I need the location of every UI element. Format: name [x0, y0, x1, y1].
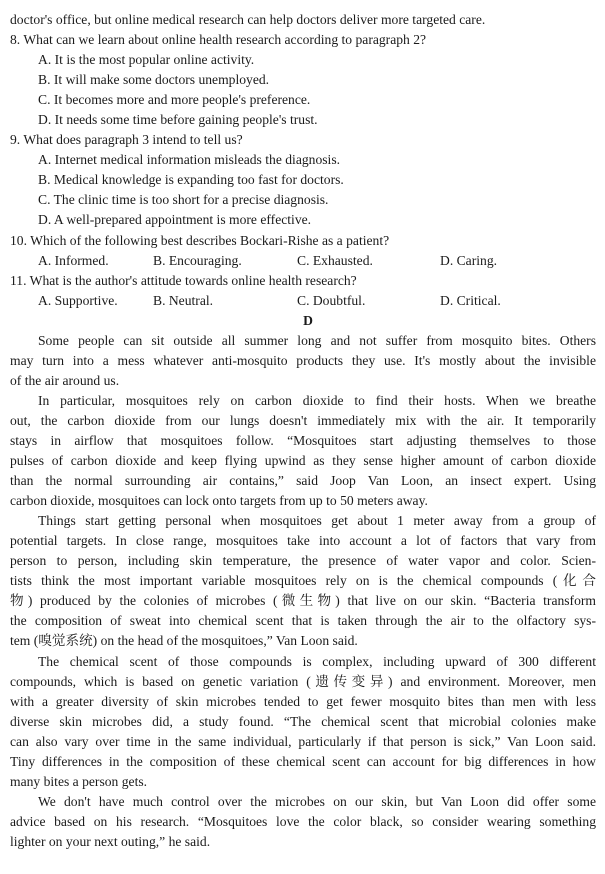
option-d: D. Caring.	[440, 252, 498, 268]
paragraph-line: diverse skin microbes did, a study found. “The chemical scent that microbial colonies make	[10, 713, 596, 729]
option-b: B. Medical knowledge is expanding too fast for doctors.	[38, 172, 344, 188]
question-9	[10, 130, 596, 230]
paragraph-line: can also vary over time in the same individual, particularly if that person is sick,” Van Loon said.	[10, 733, 596, 749]
paragraph-line: pulses of carbon dioxide and keep flying upwind as they sense higher amount of carbon dioxide	[10, 453, 596, 469]
option-a: A. Informed.	[38, 252, 109, 268]
question-text: 9. What does paragraph 3 intend to tell us?	[10, 132, 243, 148]
option-b: B. Neutral.	[153, 292, 214, 308]
passage-paragraph	[10, 792, 596, 852]
paragraph-line: The chemical scent of those compounds is complex, including upward of 300 different	[38, 653, 596, 669]
paragraph-line: carbon dioxide, mosquitoes can lock onto targets from up to 50 meters away.	[10, 493, 428, 509]
option-c: C. The clinic time is too short for a precise diagnosis.	[38, 192, 329, 208]
option-a: A. Internet medical information misleads the diagnosis.	[38, 152, 341, 168]
passage-paragraph	[10, 511, 596, 651]
paragraph-line: of the air around us.	[10, 372, 120, 388]
question-text: 8. What can we learn about online health research according to paragraph 2?	[10, 32, 427, 48]
paragraph-line: many bites a person gets.	[10, 773, 148, 789]
paragraph-line: the composition of sweat into chemical scent that is taken through the air to the olfactory sys-	[10, 613, 596, 629]
section-heading: D	[303, 312, 313, 328]
passage	[10, 331, 596, 852]
paragraph-line: 物) produced by the colonies of microbes (微生物) that live on our skin. “Bacteria transform	[10, 593, 596, 609]
question-text: 10. Which of the following best describes Bockari-Rishe as a patient?	[10, 232, 390, 248]
passage-paragraph	[10, 391, 596, 511]
paragraph-line: with a greater diversity of skin microbes tended to get fewer mosquito bites than men with less	[10, 693, 596, 709]
paragraph-line: Things start getting personal when mosquitoes get about 1 meter away from a group of	[38, 513, 596, 529]
paragraph-line: stays in airflow that mosquitoes follow. “Mosquitoes start adjusting themselves to those	[10, 432, 596, 448]
paragraph-line: potential targets. In close range, mosquitoes take into account a lot of factors that vary from	[10, 533, 596, 549]
options-row	[10, 251, 596, 271]
options-row	[10, 291, 596, 311]
paragraph-line: We don't have much control over the microbes on our skin, but Van Loon did offer some	[38, 793, 596, 809]
paragraph-line: than the normal surrounding air contains,” said Joop Van Loon, an insect expert. Using	[10, 473, 596, 489]
option-d: D. It needs some time before gaining people's trust.	[38, 112, 318, 128]
question-11	[10, 271, 596, 311]
paragraph-line: In particular, mosquitoes rely on carbon dioxide to find their hosts. When we breathe	[38, 392, 596, 408]
option-b: B. It will make some doctors unemployed.	[38, 72, 270, 88]
passage-paragraph	[10, 652, 596, 792]
paragraph-line: advice based on his research. “Mosquitoes love the color black, so consider wearing something	[10, 813, 596, 829]
paragraph-line: person to person, including skin temperature, the presence of water vapor and color. Scien-	[10, 553, 596, 569]
paragraph-line: Some people can sit outside all summer long and not suffer from mosquito bites. Others	[38, 332, 596, 348]
paragraph-line: out, the carbon dioxide from our lungs doesn't immediately mix with the air. It temporarily	[10, 412, 596, 428]
question-10	[10, 231, 596, 271]
option-c: C. It becomes more and more people's preference.	[38, 92, 311, 108]
option-d: D. Critical.	[440, 292, 501, 308]
option-c: C. Exhausted.	[297, 252, 373, 268]
question-8	[10, 30, 596, 130]
option-a: A. It is the most popular online activity.	[38, 52, 255, 68]
paragraph-line: tists think the most important variable mosquitoes rely on is the chemical compounds (化合	[10, 573, 596, 589]
paragraph-line: lighter on your next outing,” he said.	[10, 833, 211, 849]
option-c: C. Doubtful.	[297, 292, 366, 308]
option-b: B. Encouraging.	[153, 252, 242, 268]
option-a: A. Supportive.	[38, 292, 118, 308]
lead-line: doctor's office, but online medical research can help doctors deliver more targeted care.	[10, 12, 486, 27]
paragraph-line: may turn into a mess whatever anti-mosquito products they use. It's mostly about the invisible	[10, 352, 596, 368]
option-d: D. A well-prepared appointment is more effective.	[38, 212, 312, 228]
paragraph-line: Tiny differences in the composition of these chemical scent can account for big differences in how	[10, 753, 596, 769]
paragraph-line: compounds, which is based on genetic variation (遗传变异) and environment. Moreover, men	[10, 673, 596, 689]
passage-paragraph	[10, 331, 596, 391]
question-text: 11. What is the author's attitude towards online health research?	[10, 272, 357, 288]
paragraph-line: tem (嗅觉系统) on the head of the mosquitoes,” Van Loon said.	[10, 633, 358, 649]
